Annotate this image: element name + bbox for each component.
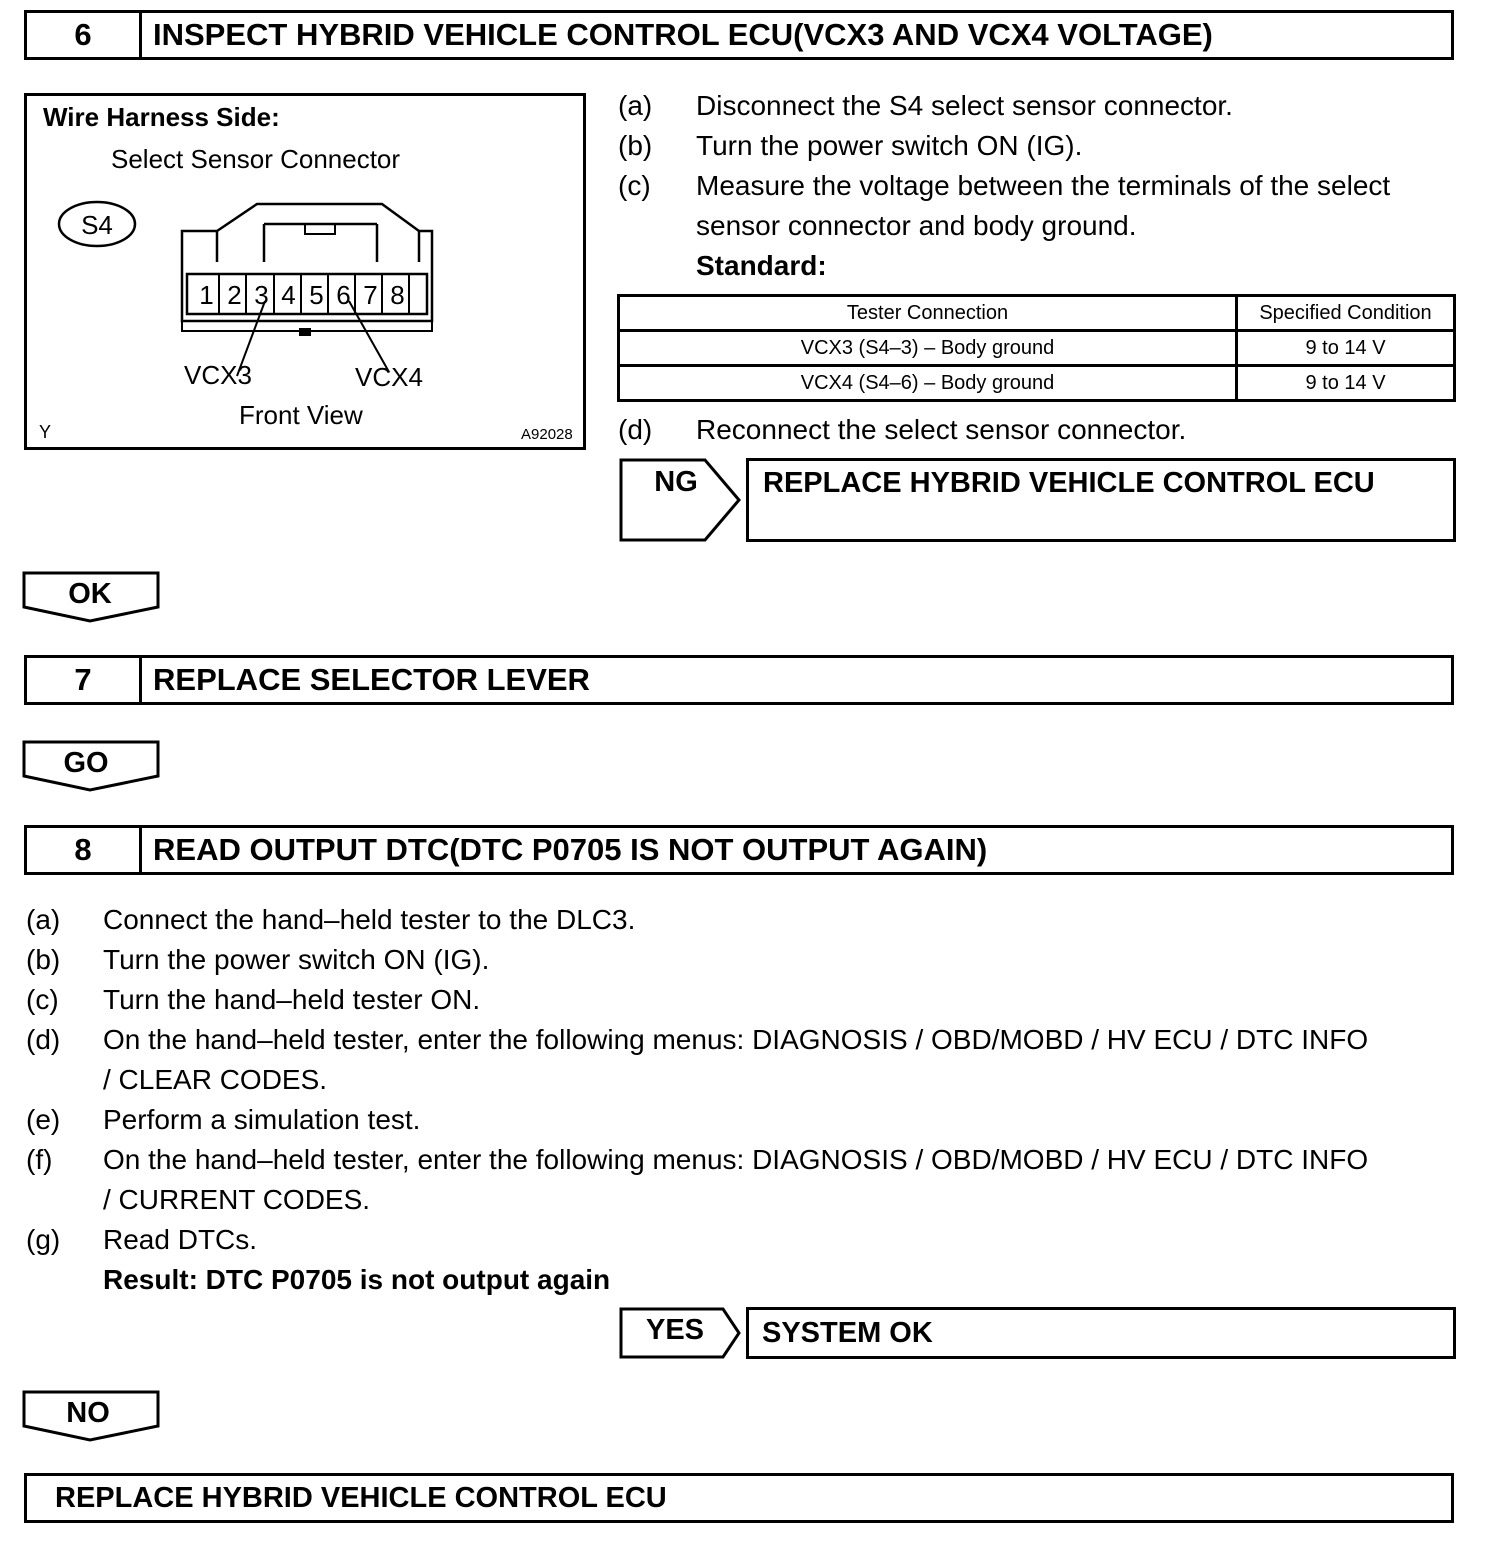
pin-label: 2 xyxy=(227,280,242,310)
step-text: Read DTCs. xyxy=(103,1224,258,1255)
step-6-header xyxy=(24,10,1454,60)
ng-label: NG xyxy=(654,466,698,498)
step-7-header xyxy=(24,655,1454,705)
pin-label: 3 xyxy=(254,280,269,310)
result-label: Result: DTC P0705 is not output again xyxy=(103,1264,611,1295)
step-letter: (a) xyxy=(618,90,653,121)
step-letter: (e) xyxy=(26,1104,61,1135)
corner-label: Y xyxy=(39,422,52,442)
step-text: On the hand–held tester, enter the following menus: DIAGNOSIS / OBD/MOBD / HV ECU / DTC INFO xyxy=(103,1024,1369,1055)
step-text-continued: sensor connector and body ground. xyxy=(696,210,1137,241)
step-title: INSPECT HYBRID VEHICLE CONTROL ECU(VCX3 AND VCX4 VOLTAGE) xyxy=(153,17,1213,52)
step-text: On the hand–held tester, enter the following menus: DIAGNOSIS / OBD/MOBD / HV ECU / DTC INFO xyxy=(103,1144,1369,1175)
step-number: 8 xyxy=(27,828,142,872)
vcx4-label: VCX4 xyxy=(355,362,423,392)
step-title: READ OUTPUT DTC(DTC P0705 IS NOT OUTPUT AGAIN) xyxy=(153,832,988,867)
ok-label: OK xyxy=(68,578,112,610)
figure-code: A92028 xyxy=(521,426,573,443)
step-text: Measure the voltage between the terminals of the select xyxy=(696,170,1391,201)
pin-label: 4 xyxy=(281,280,296,310)
yes-result-text: SYSTEM OK xyxy=(762,1317,933,1349)
step-text: Turn the hand–held tester ON. xyxy=(103,984,481,1015)
step-text: Perform a simulation test. xyxy=(103,1104,421,1135)
spec-table xyxy=(617,294,1456,402)
ng-result-text: REPLACE HYBRID VEHICLE CONTROL ECU xyxy=(763,467,1375,499)
yes-label: YES xyxy=(645,1314,705,1346)
go-label: GO xyxy=(63,747,109,779)
no-label: NO xyxy=(66,1397,110,1429)
step-8-header xyxy=(24,825,1454,875)
pin-label: 1 xyxy=(199,280,214,310)
connector-id-label: S4 xyxy=(81,210,113,240)
yes-result-box xyxy=(746,1307,1456,1359)
standard-label: Standard: xyxy=(696,250,827,281)
step-letter: (a) xyxy=(26,904,61,935)
step-text: Turn the power switch ON (IG). xyxy=(696,130,1083,161)
step-text: Turn the power switch ON (IG). xyxy=(103,944,490,975)
ng-result-box xyxy=(746,458,1456,542)
pin-label: 7 xyxy=(363,280,378,310)
step-letter: (g) xyxy=(26,1224,61,1255)
table-cell: 9 to 14 V xyxy=(1237,331,1455,366)
final-action-box xyxy=(24,1473,1454,1523)
step-text-continued: / CLEAR CODES. xyxy=(103,1064,328,1095)
vcx3-label: VCX3 xyxy=(184,360,252,390)
table-cell: 9 to 14 V xyxy=(1237,366,1455,401)
step-text-continued: / CURRENT CODES. xyxy=(103,1184,371,1215)
connector-figure xyxy=(24,93,586,450)
step-letter: (b) xyxy=(26,944,61,975)
step-number: 6 xyxy=(27,13,142,57)
step-letter: (c) xyxy=(618,170,651,201)
step-text: Reconnect the select sensor connector. xyxy=(696,414,1187,445)
front-view-label: Front View xyxy=(239,400,363,430)
table-header-row xyxy=(619,296,1455,331)
step-text: Connect the hand–held tester to the DLC3. xyxy=(103,904,636,935)
step-title: REPLACE SELECTOR LEVER xyxy=(153,662,590,697)
table-cell: VCX4 (S4–6) – Body ground xyxy=(619,366,1237,401)
step-number: 7 xyxy=(27,658,142,702)
connector-diagram xyxy=(27,96,583,447)
connector-latch xyxy=(264,224,377,262)
step-letter: (f) xyxy=(26,1144,53,1175)
step-letter: (d) xyxy=(26,1024,61,1055)
step-text: Disconnect the S4 select sensor connector. xyxy=(696,90,1233,121)
pin-label: 8 xyxy=(390,280,405,310)
step-letter: (c) xyxy=(26,984,59,1015)
final-action-text: REPLACE HYBRID VEHICLE CONTROL ECU xyxy=(55,1481,667,1514)
step-letter: (d) xyxy=(618,414,653,445)
table-row xyxy=(619,331,1455,366)
table-header: Specified Condition xyxy=(1237,296,1455,331)
figure-caption: Select Sensor Connector xyxy=(111,144,401,174)
pin-label: 6 xyxy=(336,280,351,310)
figure-heading: Wire Harness Side: xyxy=(43,102,280,132)
table-row xyxy=(619,366,1455,401)
table-header: Tester Connection xyxy=(619,296,1237,331)
table-cell: VCX3 (S4–3) – Body ground xyxy=(619,331,1237,366)
pin-label: 5 xyxy=(309,280,324,310)
step-letter: (b) xyxy=(618,130,653,161)
